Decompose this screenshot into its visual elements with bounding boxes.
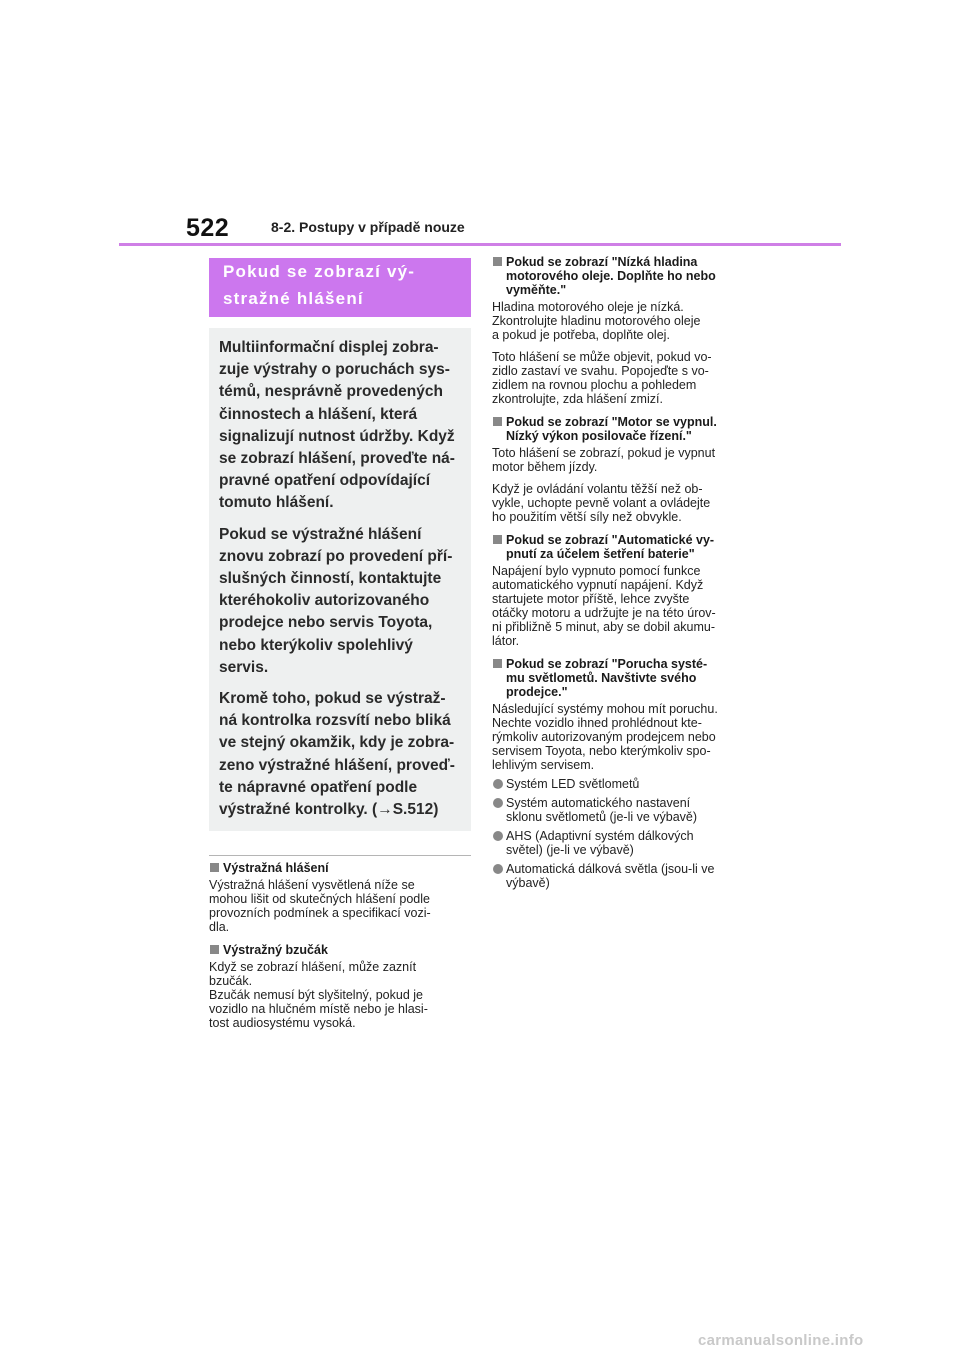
circle-bullet-icon (493, 831, 503, 841)
body-line: Toto hlášení se zobrazí, pokud je vypnut (492, 446, 716, 460)
body-line: motor během jízdy. (492, 460, 598, 474)
intro-line: kteréhokoliv autorizovaného (219, 592, 430, 610)
section-paragraph (492, 446, 754, 474)
square-bullet-icon (493, 535, 502, 544)
square-bullet-icon (210, 863, 219, 872)
body-line: vykle, uchopte pevně volant a ovládejte (492, 496, 711, 510)
body-line: Když je ovládání volantu těžší než ob- (492, 482, 703, 496)
section-paragraph (492, 350, 754, 406)
body-line: lehlivým servisem. (492, 758, 595, 772)
body-line: Bzučák nemusí být slyšitelný, pokud je (209, 988, 423, 1003)
callout-title-line: Pokud se zobrazí vý- (223, 262, 416, 281)
section-heading-line: Nízký výkon posilovače řízení." (506, 429, 692, 443)
body-line: ni přibližně 5 minut, aby se dobil akumu- (492, 620, 716, 634)
section-heading-line: Výstražný bzučák (223, 943, 328, 958)
body-line: rýmkoliv autorizovaným prodejcem nebo (492, 730, 716, 744)
section-heading-line: prodejce." (506, 685, 568, 699)
intro-line: ná kontrolka rozsvítí nebo bliká (219, 712, 451, 730)
list-item (492, 777, 754, 791)
callout-title-box (209, 258, 471, 317)
intro-line: činnostech a hlášení, která (219, 405, 418, 423)
circle-bullet-icon (493, 864, 503, 874)
body-line: zidlem na rovnou plochu a pohledem (492, 378, 697, 392)
list-item-line: světel) (je-li ve výbavě) (506, 843, 634, 857)
section-heading-line: vyměňte." (506, 283, 567, 297)
page-number: 522 (186, 214, 230, 242)
paragraph-gap (492, 474, 754, 479)
list-item (492, 862, 754, 890)
body-line: mohou lišit od skutečných hlášení podle (209, 892, 430, 907)
intro-box (209, 328, 471, 831)
body-line: tost audiosystému vysoká. (209, 1016, 356, 1031)
section-paragraph (492, 482, 754, 524)
body-line: Nechte vozidlo ihned prohlédnout kte- (492, 716, 702, 730)
section-paragraph (209, 878, 471, 934)
list-item (492, 796, 754, 824)
section-heading-line: Pokud se zobrazí "Nízká hladina (506, 255, 698, 269)
body-line: provozních podmínek a specifikací vozi- (209, 906, 431, 921)
square-bullet-icon (493, 417, 502, 426)
section-paragraph (492, 702, 754, 772)
list-item (492, 829, 754, 857)
list-item-line: Systém LED světlometů (506, 777, 640, 791)
section-heading-line: Pokud se zobrazí "Porucha systé- (506, 657, 708, 671)
list-item-line: Automatická dálková světla (jsou-li ve (506, 862, 715, 876)
square-bullet-icon (493, 257, 502, 266)
header-rule (119, 243, 841, 246)
intro-line: výstražné kontrolky. (→S.512) (219, 801, 439, 819)
intro-line: témů, nesprávně provedených (219, 383, 443, 401)
intro-line: Pokud se výstražné hlášení (219, 525, 422, 543)
left-column (209, 258, 471, 1030)
body-line: vozidlo na hlučném místě nebo je hlasi- (209, 1002, 428, 1017)
callout-title-line: stražné hlášení (223, 289, 364, 308)
section-heading (492, 657, 754, 699)
intro-line: pravné opatření odpovídající (219, 472, 431, 490)
list-item-line: Systém automatického nastavení (506, 796, 691, 810)
intro-line: servis. (219, 658, 269, 676)
paragraph-gap (492, 342, 754, 347)
section-title: 8-2. Postupy v případě nouze (271, 219, 465, 235)
body-line: otáčky motoru a udržujte je na této úrov- (492, 606, 716, 620)
section-block (209, 943, 471, 1030)
intro-paragraph (219, 524, 465, 679)
body-line: a pokud je potřeba, doplňte olej. (492, 328, 670, 342)
section-heading (209, 861, 471, 875)
body-line: servisem Toyota, nebo kterýmkoliv spo- (492, 744, 711, 758)
section-heading-line: Pokud se zobrazí "Automatické vy- (506, 533, 715, 547)
body-line: Hladina motorového oleje je nízká. (492, 300, 684, 314)
section-paragraph (492, 564, 754, 648)
square-bullet-icon (493, 659, 502, 668)
intro-line: te nápravné opatření podle (219, 778, 418, 796)
body-line: startujete motor příště, lehce zvyšte (492, 592, 690, 606)
section-paragraph (492, 300, 754, 342)
intro-line: signalizují nutnost údržby. Když (219, 427, 455, 445)
intro-line: tomuto hlášení. (219, 494, 334, 512)
right-column (492, 255, 754, 890)
intro-line: zeno výstražné hlášení, proveď- (219, 756, 455, 774)
left-sections (209, 861, 471, 1030)
body-line: ho použitím větší síly než obvykle. (492, 510, 682, 524)
section-paragraph (209, 960, 471, 1030)
list-item-line: sklonu světlometů (je-li ve výbavě) (506, 810, 698, 824)
intro-line: nebo kterýkoliv spolehlivý (219, 636, 413, 654)
intro-line: prodejce nebo servis Toyota, (219, 614, 433, 632)
body-line: zidlo zastaví ve svahu. Popojeďte s vo- (492, 364, 709, 378)
list-item-line: AHS (Adaptivní systém dálkových (506, 829, 694, 843)
body-line: dla. (209, 920, 230, 935)
circle-bullet-icon (493, 779, 503, 789)
watermark: carmanualsonline.info (698, 1332, 864, 1349)
section-heading (492, 255, 754, 297)
intro-line: se zobrazí hlášení, proveďte ná- (219, 450, 455, 468)
section-block (492, 657, 754, 890)
intro-line: zuje výstrahy o poruchách sys- (219, 361, 450, 379)
intro-paragraph (219, 337, 465, 515)
intro-line: slušných činností, kontaktujte (219, 570, 442, 588)
square-bullet-icon (210, 945, 219, 954)
section-heading-line: motorového oleje. Doplňte ho nebo (506, 269, 716, 283)
section-heading (492, 415, 754, 443)
intro-line: ve stejný okamžik, kdy je zobra- (219, 734, 455, 752)
body-line: Následující systémy mohou mít poruchu. (492, 702, 718, 716)
intro-line: Kromě toho, pokud se výstraž- (219, 690, 446, 708)
body-line: automatického vypnutí napájení. Když (492, 578, 704, 592)
left-divider (209, 855, 471, 856)
section-block (209, 861, 471, 934)
body-line: Zkontrolujte hladinu motorového oleje (492, 314, 701, 328)
section-block (492, 415, 754, 524)
intro-line: Multiinformační displej zobra- (219, 339, 439, 356)
section-heading (492, 533, 754, 561)
body-line: Napájení bylo vypnuto pomocí funkce (492, 564, 701, 578)
body-line: Toto hlášení se může objevit, pokud vo- (492, 350, 712, 364)
section-heading-line: pnutí za účelem šetření baterie" (506, 547, 695, 561)
body-line: látor. (492, 634, 520, 648)
section-heading-line: Pokud se zobrazí "Motor se vypnul. (506, 415, 717, 429)
section-heading-line: Výstražná hlášení (223, 861, 329, 876)
section-heading-line: mu světlometů. Navštivte svého (506, 671, 697, 685)
intro-line: znovu zobrazí po provedení pří- (219, 547, 453, 565)
circle-bullet-icon (493, 798, 503, 808)
intro-paragraph (219, 688, 465, 821)
body-line: Když se zobrazí hlášení, může zaznít (209, 960, 417, 975)
section-block (492, 533, 754, 648)
body-line: Výstražná hlášení vysvětlená níže se (209, 878, 415, 893)
list-item-line: výbavě) (506, 876, 550, 890)
section-heading (209, 943, 471, 957)
section-block (492, 255, 754, 406)
body-line: bzučák. (209, 974, 253, 989)
body-line: zkontrolujte, zda hlášení zmizí. (492, 392, 663, 406)
